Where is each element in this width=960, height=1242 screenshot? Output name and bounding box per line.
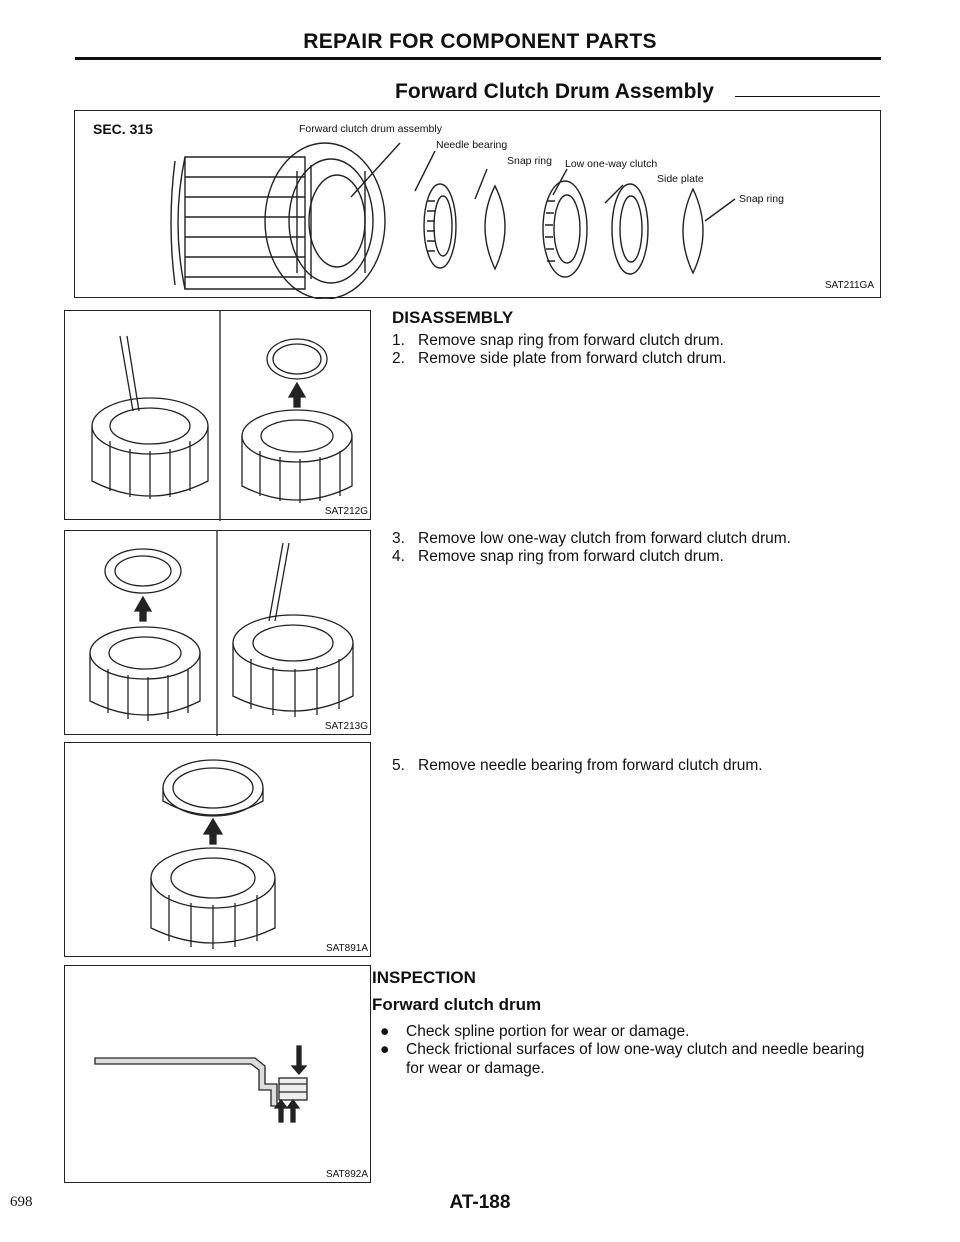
inspection-heading: INSPECTION [372, 968, 476, 987]
step-number: 3. [392, 530, 405, 547]
needle-bearing-removal-drawing [65, 743, 372, 958]
disassembly-heading: DISASSEMBLY [392, 308, 514, 327]
callout-drum-assembly: Forward clutch drum assembly [299, 123, 442, 135]
figure-sat892a [64, 965, 371, 1183]
step-number: 1. [392, 332, 405, 349]
step-2 [392, 349, 726, 368]
exploded-view-figure [74, 110, 881, 298]
header-rule [75, 57, 881, 60]
inspection-bullet-2 [380, 1040, 876, 1078]
step-4 [392, 547, 724, 566]
callout-low-one-way-clutch: Low one-way clutch [565, 158, 658, 170]
figure-sat213g [64, 530, 371, 735]
step-text: Remove needle bearing from forward clutch drum. [418, 757, 763, 774]
bullet-mark: ● [380, 1041, 390, 1058]
figure-sat891a [64, 742, 371, 957]
footer-code: AT-188 [449, 1192, 511, 1213]
callout-snap-ring-1: Snap ring [507, 155, 552, 167]
figure-code: SAT211GA [824, 280, 874, 291]
step-3 [392, 529, 791, 548]
bullet-text: Check frictional surfaces of low one-way clutch and needle bearing for wear or damage. [406, 1041, 865, 1077]
figure-code: SAT212G [324, 506, 368, 517]
bullet-text: Check spline portion for wear or damage. [406, 1023, 690, 1040]
step-1 [392, 331, 724, 350]
sec-label: SEC. 315 [93, 121, 153, 137]
figure-code: SAT892A [325, 1169, 368, 1180]
page-number: 698 [10, 1194, 33, 1210]
one-way-clutch-removal-drawing [65, 531, 372, 736]
section-title: Forward Clutch Drum Assembly [395, 80, 714, 103]
step-text: Remove snap ring from forward clutch drum. [418, 332, 724, 349]
clutch-drum-section-drawing [65, 966, 372, 1184]
bullet-mark: ● [380, 1023, 390, 1040]
step-text: Remove snap ring from forward clutch drum. [418, 548, 724, 565]
section-rule [735, 96, 880, 97]
snap-ring-removal-drawing [65, 311, 372, 521]
step-text: Remove side plate from forward clutch drum. [418, 350, 727, 367]
step-text: Remove low one-way clutch from forward clutch drum. [418, 530, 791, 547]
inspection-bullet-1 [380, 1022, 876, 1041]
step-5 [392, 756, 763, 775]
figure-code: SAT891A [325, 943, 368, 954]
callout-needle-bearing: Needle bearing [436, 139, 508, 151]
step-number: 5. [392, 757, 405, 774]
inspection-subheading: Forward clutch drum [372, 995, 542, 1014]
figure-sat212g [64, 310, 371, 520]
step-number: 2. [392, 350, 405, 367]
callout-side-plate: Side plate [657, 173, 704, 185]
figure-code: SAT213G [324, 721, 368, 732]
callout-snap-ring-2: Snap ring [739, 193, 784, 205]
step-number: 4. [392, 548, 405, 565]
page-header-title: REPAIR FOR COMPONENT PARTS [303, 30, 657, 53]
